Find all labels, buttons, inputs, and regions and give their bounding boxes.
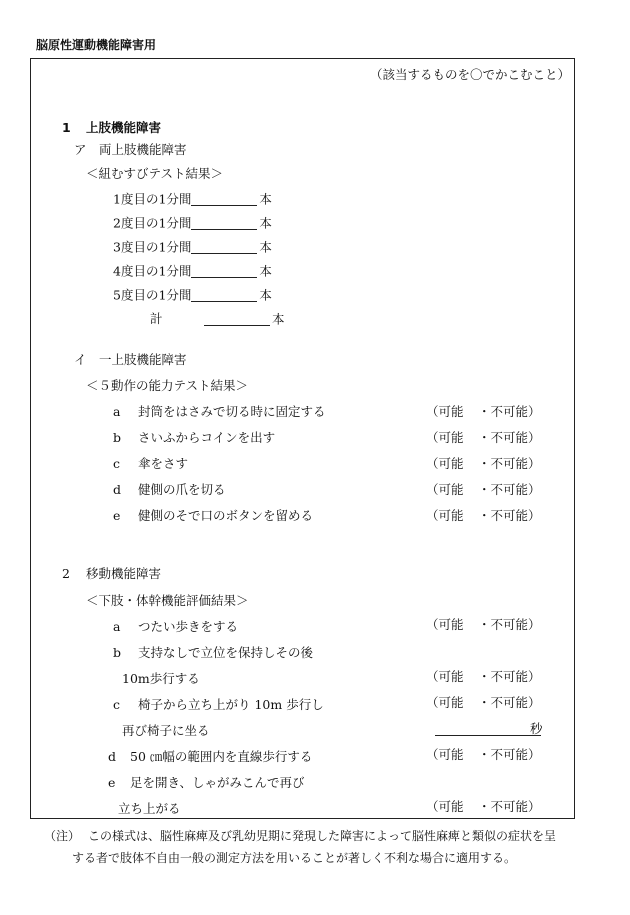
section-2-heading: 移動機能障害 xyxy=(86,566,162,581)
action-text: 傘をさす xyxy=(138,456,189,471)
trial-unit: 本 xyxy=(259,239,272,255)
trial-label: 1度目の1分間 xyxy=(113,191,192,207)
choice-impossible[interactable]: ・不可能） xyxy=(478,508,541,523)
section-2-number: 2 xyxy=(62,566,70,581)
choice-impossible[interactable]: ・不可能） xyxy=(478,404,541,419)
action-text: 封筒をはさみで切る時に固定する xyxy=(138,404,326,419)
trial-blank[interactable] xyxy=(191,193,257,206)
trial-row xyxy=(113,265,272,278)
trial-unit: 本 xyxy=(259,263,272,279)
choice-impossible[interactable]: ・不可能） xyxy=(478,456,541,471)
mobility-letter: e xyxy=(108,775,116,790)
trial-unit: 本 xyxy=(259,215,272,231)
choice-possible[interactable]: （可能 xyxy=(426,799,464,814)
mobility-text: 支持なしで立位を保持しその後 xyxy=(138,645,314,660)
action-letter: c xyxy=(113,456,121,471)
mobility-letter: b xyxy=(113,645,122,660)
total-label: 計 xyxy=(150,311,163,326)
trial-row xyxy=(113,241,272,254)
choice-possible[interactable]: （可能 xyxy=(426,456,464,471)
choice-possible[interactable]: （可能 xyxy=(426,669,464,684)
seconds-unit: 秒 xyxy=(530,721,543,736)
action-text: 健側の爪を切る xyxy=(138,482,226,497)
mobility-text: 足を開き、しゃがみこんで再び xyxy=(130,775,305,790)
total-blank[interactable] xyxy=(204,313,270,326)
mobility-text: 椅子から立ち上がり 10m 歩行し xyxy=(138,697,324,712)
choice-impossible[interactable]: ・不可能） xyxy=(478,695,541,710)
trial-blank[interactable] xyxy=(191,289,257,302)
trial-label: 5度目の1分間 xyxy=(113,287,192,303)
trial-unit: 本 xyxy=(259,287,272,303)
choice-possible[interactable]: （可能 xyxy=(426,404,464,419)
action-letter: b xyxy=(113,430,122,445)
action-letter: a xyxy=(113,404,121,419)
mobility-letter: d xyxy=(108,749,117,764)
note-line-1: この様式は、脳性麻痺及び乳幼児期に発現した障害によって脳性麻痺と類似の症状を呈 xyxy=(88,829,557,843)
trial-label: 2度目の1分間 xyxy=(113,215,192,231)
total-row xyxy=(204,313,285,326)
section-1-number: 1 xyxy=(62,120,71,135)
mobility-letter: c xyxy=(113,697,121,712)
section-1-heading: 上肢機能障害 xyxy=(86,120,162,135)
trial-label: 4度目の1分間 xyxy=(113,263,192,279)
mobility-text: 10m歩行する xyxy=(122,671,200,686)
trial-row xyxy=(113,289,272,302)
choice-impossible[interactable]: ・不可能） xyxy=(478,669,541,684)
five-test-title: ＜５動作の能力テスト結果＞ xyxy=(86,378,249,393)
choice-impossible[interactable]: ・不可能） xyxy=(478,430,541,445)
mobility-letter: a xyxy=(113,619,121,634)
form-title: 脳原性運動機能障害用 xyxy=(36,38,157,52)
trial-blank[interactable] xyxy=(191,241,257,254)
subsection-a-label: ア 両上肢機能障害 xyxy=(74,142,187,157)
note-label: （注） xyxy=(44,829,81,843)
total-unit: 本 xyxy=(272,311,285,327)
choice-impossible[interactable]: ・不可能） xyxy=(478,617,541,632)
choice-impossible[interactable]: ・不可能） xyxy=(478,747,541,762)
action-text: さいふからコインを出す xyxy=(138,430,276,445)
trial-row xyxy=(113,217,272,230)
trial-row xyxy=(113,193,272,206)
action-letter: d xyxy=(113,482,122,497)
seconds-blank[interactable] xyxy=(435,735,541,736)
mobility-text: 50 ㎝幅の範囲内を直線歩行する xyxy=(130,749,313,764)
trial-blank[interactable] xyxy=(191,265,257,278)
choice-possible[interactable]: （可能 xyxy=(426,430,464,445)
eval-title: ＜下肢・体幹機能評価結果＞ xyxy=(86,593,249,608)
choice-possible[interactable]: （可能 xyxy=(426,482,464,497)
choice-possible[interactable]: （可能 xyxy=(426,747,464,762)
instruction-text: （該当するものを〇でかこむこと） xyxy=(370,67,571,82)
string-test-title: ＜紐むすびテスト結果＞ xyxy=(86,166,224,181)
action-letter: e xyxy=(113,508,121,523)
choice-possible[interactable]: （可能 xyxy=(426,695,464,710)
note-line-2: する者で肢体不自由一般の測定方法を用いることが著しく不利な場合に適用する。 xyxy=(72,851,517,865)
trial-label: 3度目の1分間 xyxy=(113,239,192,255)
action-text: 健側のそで口のボタンを留める xyxy=(138,508,314,523)
choice-possible[interactable]: （可能 xyxy=(426,617,464,632)
mobility-text: 立ち上がる xyxy=(118,801,181,816)
mobility-text: つたい歩きをする xyxy=(138,619,239,634)
choice-impossible[interactable]: ・不可能） xyxy=(478,799,541,814)
choice-impossible[interactable]: ・不可能） xyxy=(478,482,541,497)
mobility-text: 再び椅子に坐る xyxy=(122,723,210,738)
choice-possible[interactable]: （可能 xyxy=(426,508,464,523)
trial-blank[interactable] xyxy=(191,217,257,230)
subsection-i-label: イ 一上肢機能障害 xyxy=(74,352,187,367)
trial-unit: 本 xyxy=(259,191,272,207)
